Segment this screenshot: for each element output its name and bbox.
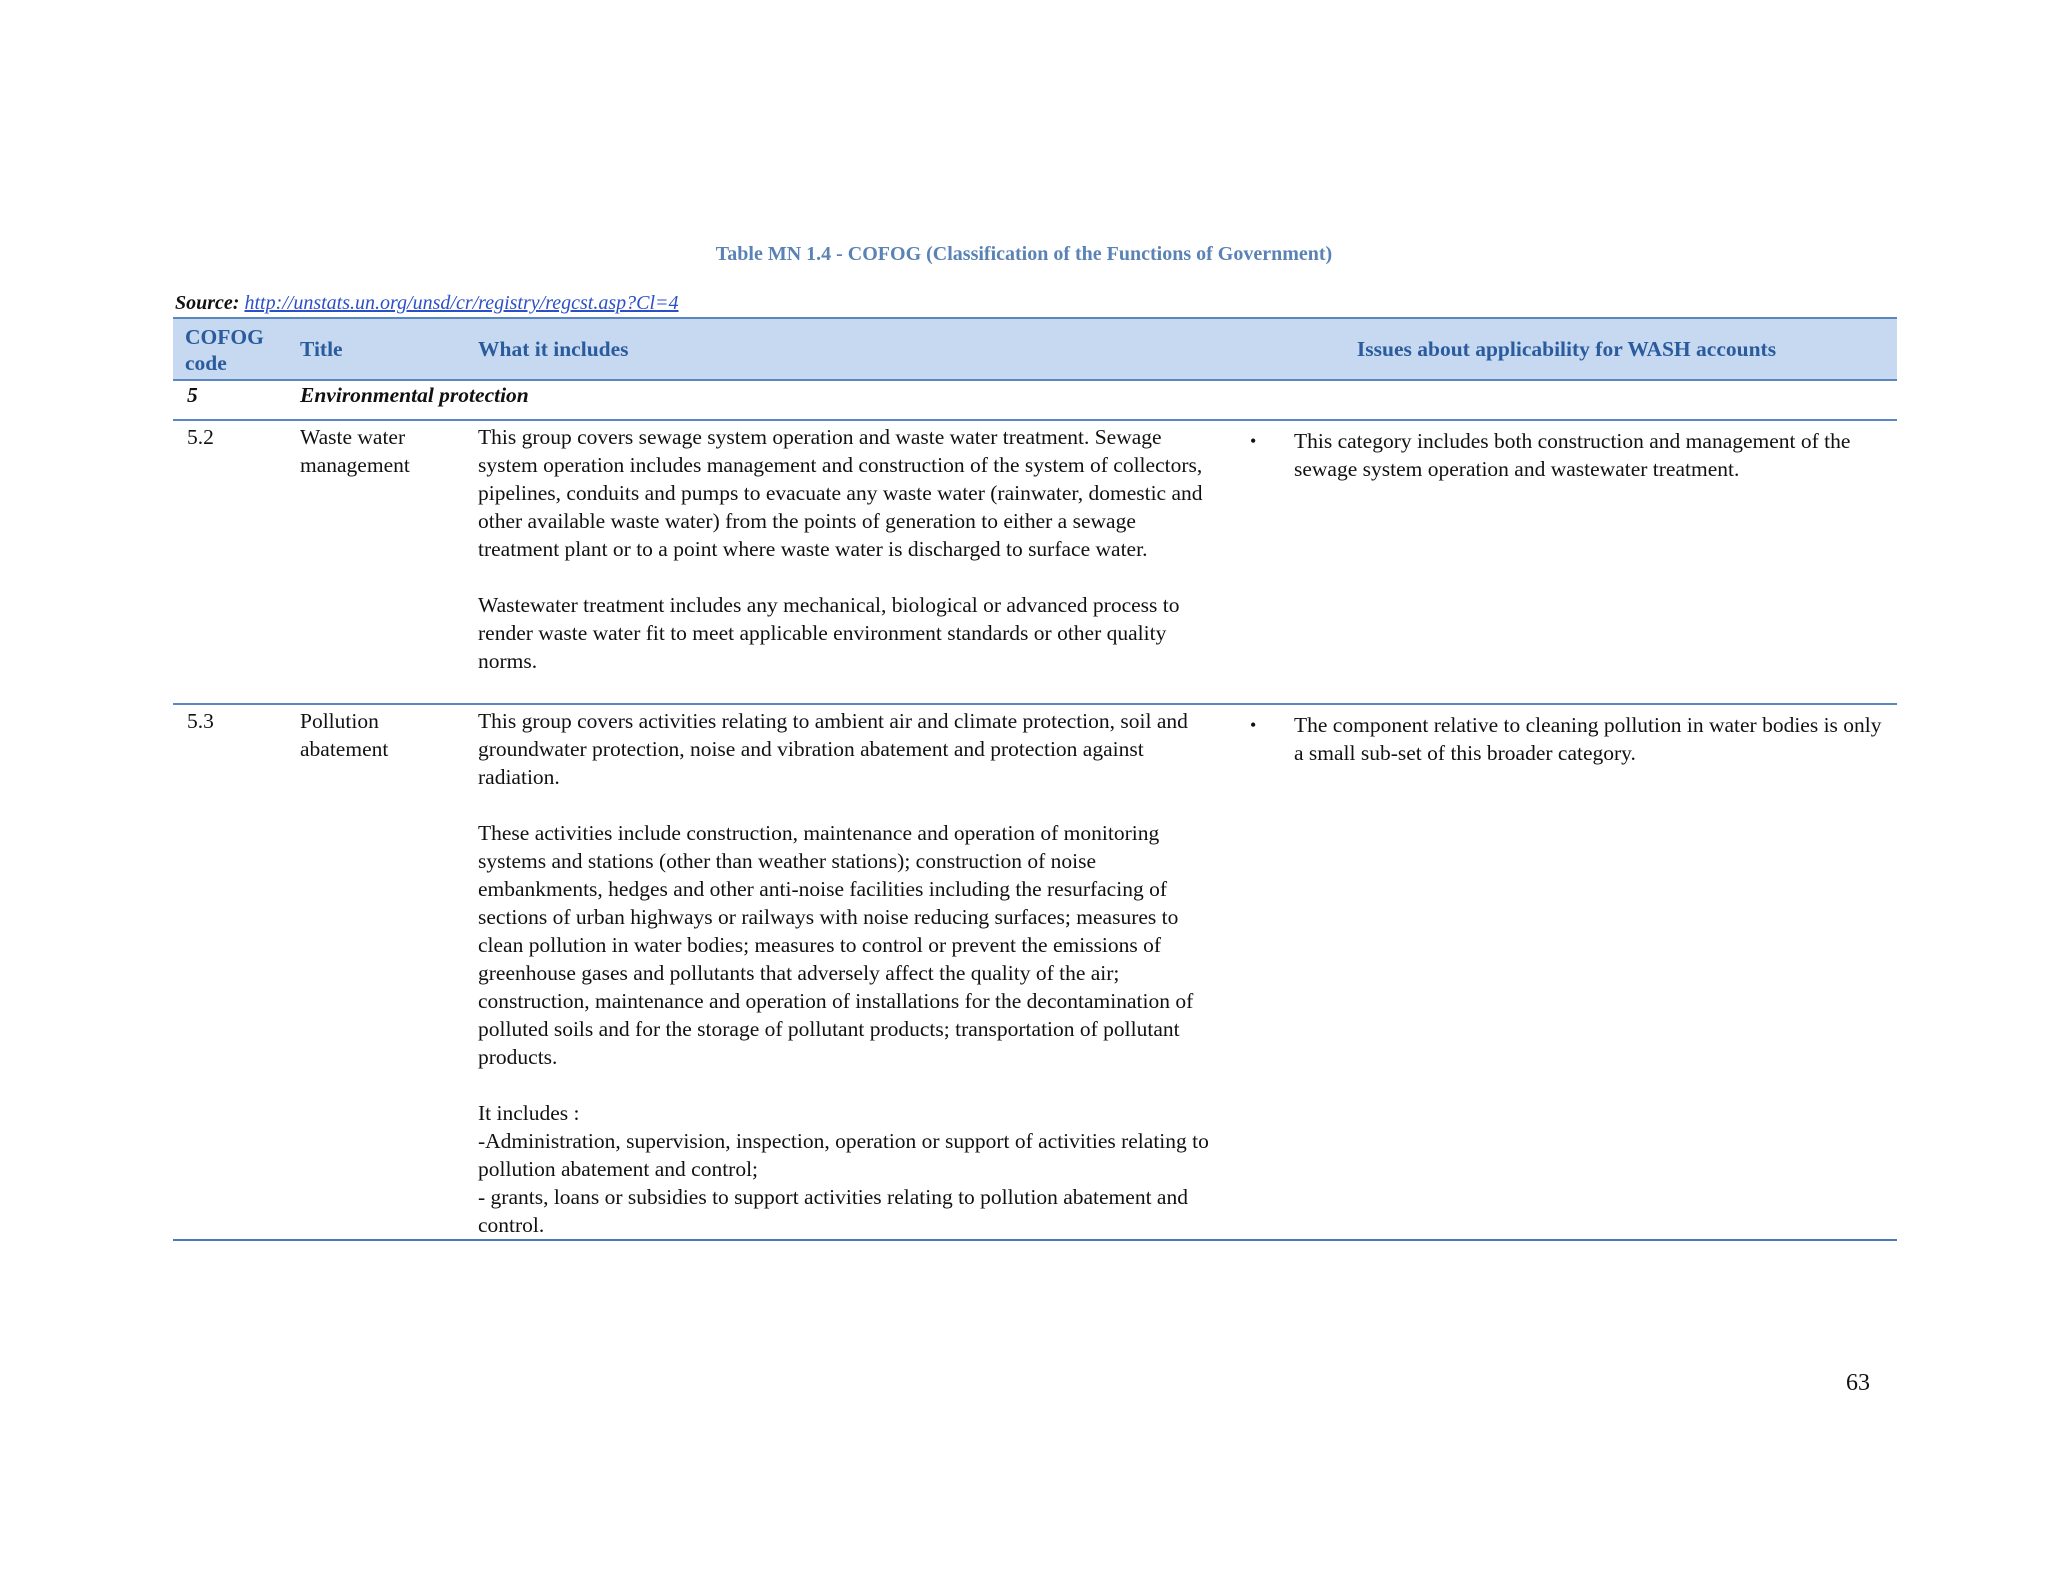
section-title: Environmental protection [288, 380, 1236, 420]
description-paragraph: It includes : [478, 1101, 580, 1125]
section-code: 5 [173, 380, 288, 420]
row-description [466, 420, 1236, 704]
row-code: 5.2 [173, 420, 288, 704]
description-paragraph: -Administration, supervision, inspection, operation or support of activities relating to pollution abatement and control; [478, 1129, 1209, 1181]
issue-text: The component relative to cleaning pollution in water bodies is only a small sub-set of this broader category. [1294, 713, 1882, 765]
table-row [173, 420, 1897, 704]
table-header-row [173, 318, 1897, 380]
description-paragraph: This group covers sewage system operation and waste water treatment. Sewage system operation includes management and construction of the system of collectors, pipelines, conduits and pumps to evacuate any waste water (rainwater, domestic and other available waste water) from the points of generation to either a sewage treatment plant or to a point where waste water is discharged to surface water. [478, 425, 1203, 561]
table-caption: Table MN 1.4 - COFOG (Classification of the Functions of Government) [715, 243, 1333, 265]
cofog-table [173, 317, 1897, 1241]
issue-text: This category includes both construction and management of the sewage system operation and wastewater treatment. [1294, 429, 1851, 481]
header-cofog-code: COFOG code [173, 318, 288, 380]
source-line [175, 292, 679, 315]
section-row [173, 380, 1897, 420]
section-empty-cell [1236, 380, 1897, 420]
issue-item [1248, 423, 1885, 483]
row-description [466, 704, 1236, 1240]
header-title: Title [288, 318, 466, 380]
table-row [173, 704, 1897, 1240]
bullet-icon: • [1250, 431, 1257, 451]
header-what-it-includes: What it includes [466, 318, 1236, 380]
description-paragraph: Wastewater treatment includes any mechanical, biological or advanced process to render waste water fit to meet applicable environment standards or other quality norms. [478, 593, 1180, 673]
row-title: Waste water management [288, 420, 466, 704]
bullet-icon: • [1250, 715, 1257, 735]
description-paragraph: This group covers activities relating to ambient air and climate protection, soil and groundwater protection, noise and vibration abatement and protection against radiation. [478, 709, 1188, 789]
page-number: 63 [1846, 1370, 1870, 1396]
source-label: Source: [175, 292, 240, 314]
row-code: 5.3 [173, 704, 288, 1240]
row-title: Pollution abatement [288, 704, 466, 1240]
description-paragraph: - grants, loans or subsidies to support activities relating to pollution abatement and control. [478, 1185, 1188, 1237]
issue-item [1248, 707, 1885, 767]
row-issues [1236, 704, 1897, 1240]
description-paragraph: These activities include construction, maintenance and operation of monitoring systems and stations (other than weather stations); construction of noise embankments, hedges and other anti-noise facilities including the resurfacing of sections of urban highways or railways with noise reducing surfaces; measures to clean pollution in water bodies; measures to control or prevent the emissions of greenhouse gases and pollutants that adversely affect the quality of the air; construction, maintenance and operation of installations for the decontamination of polluted soils and for the storage of pollutant products; transportation of pollutant products. [478, 821, 1194, 1069]
header-issues: Issues about applicability for WASH accounts [1236, 318, 1897, 380]
row-issues [1236, 420, 1897, 704]
source-link[interactable]: http://unstats.un.org/unsd/cr/registry/regcst.asp?Cl=4 [244, 292, 679, 314]
